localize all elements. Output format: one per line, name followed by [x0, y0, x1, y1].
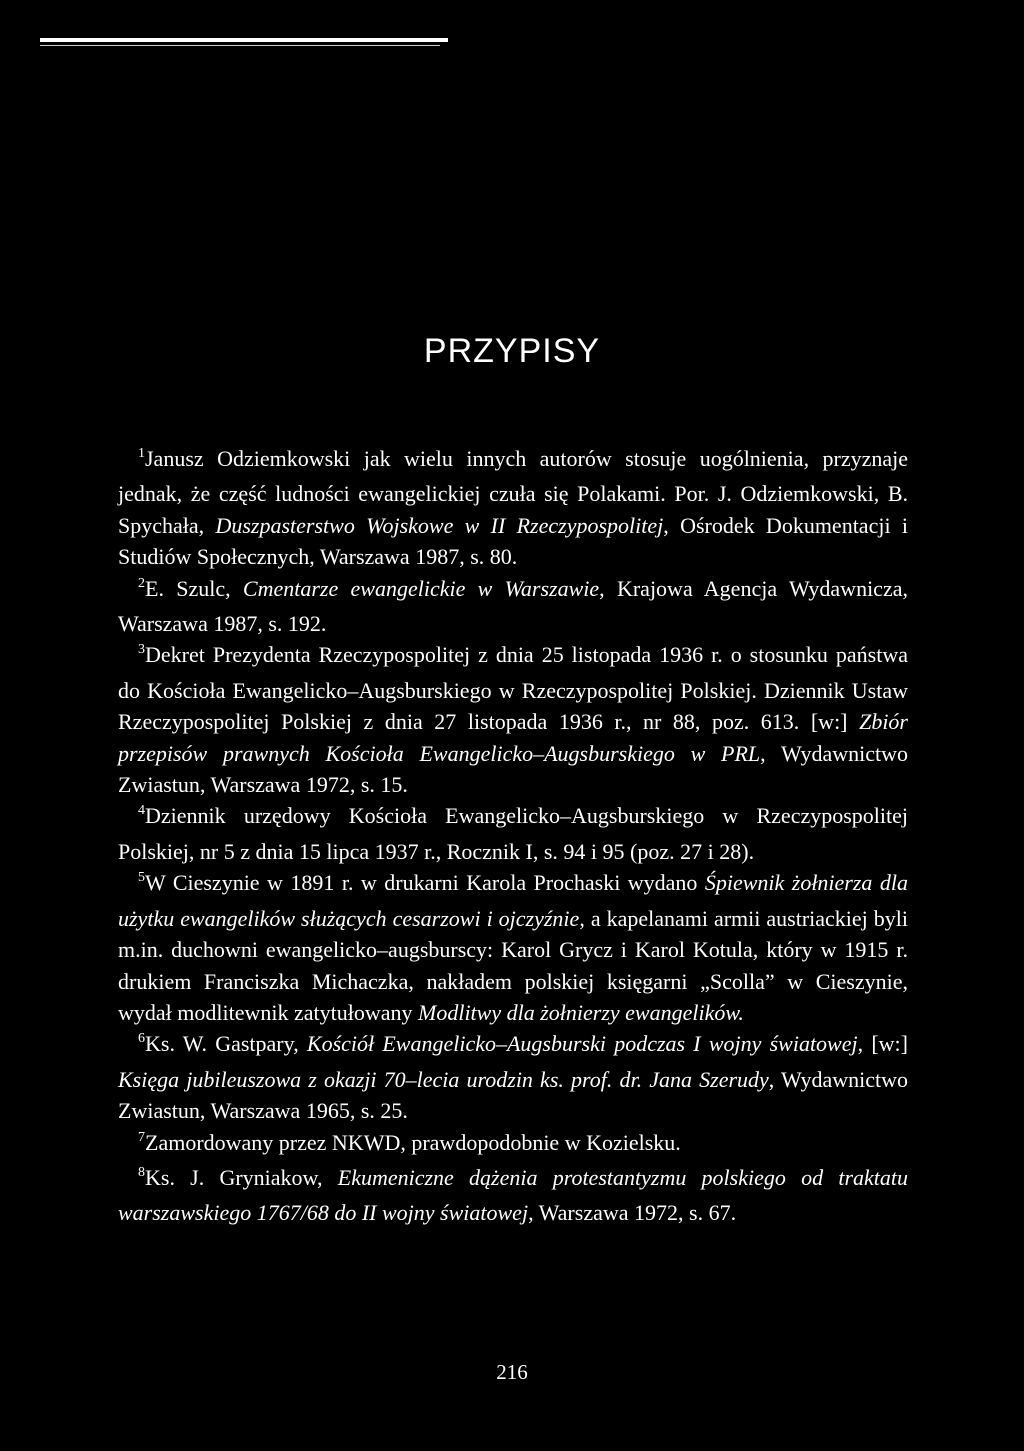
- footnote-text: , [w:]: [857, 1031, 908, 1057]
- footnote-number: 7: [138, 1129, 145, 1145]
- footnote-text: Ks. J. Gryniakow,: [145, 1164, 338, 1190]
- footnotes-list: [118, 443, 908, 1229]
- footnote-title-italic: Cmentarze ewangelickie w Warszawie: [242, 575, 600, 601]
- footnote-5: [118, 867, 908, 1028]
- footnote-text: , Warszawa 1972, s. 67.: [528, 1200, 737, 1226]
- footnote-6: [118, 1028, 908, 1126]
- footnote-text: W Cieszynie w 1891 r. w drukarni Karola Prochaski wydano: [145, 870, 705, 896]
- page-number: 216: [496, 1360, 528, 1384]
- footnote-1: [118, 443, 908, 573]
- footnote-3: [118, 639, 908, 800]
- footnote-text: E. Szulc,: [145, 575, 243, 601]
- footnote-text: , a kapelanami armii austriackiej byli m.in. duchowni ewangelicko–augsburscy: Karol Grycz i Karol Kotula, który w 1915 r. drukiem Franciszka Michaczka, nakładem polskiej księgarni „Scolla” w Cieszynie, wydał modlitewnik zatytułowany: [118, 905, 908, 1025]
- footnote-number: 1: [138, 446, 145, 461]
- footnote-text: , Ośrodek Dokumentacji i Studiów Społecznych, Warszawa 1987, s. 80.: [118, 512, 908, 570]
- footnote-text: Dziennik urzędowy Kościoła Ewangelicko–Augsburskiego w Rzeczypospolitej Polskiej, nr 5 z dnia 15 lipca 1937 r., Rocznik I, s. 94 i 95 (poz. 27 i 28).: [118, 803, 908, 864]
- footnote-4: [118, 800, 908, 867]
- footnote-number: 3: [138, 642, 145, 658]
- footnote-title-italic: Zbiór przepisów prawnych Kościoła Ewangelicko–Augsburskiego w PRL: [118, 709, 908, 766]
- footnote-title-italic: Śpiewnik żołnierza dla użytku ewangelików służących cesarzowi i ojczyźnie: [118, 870, 909, 931]
- footnote-text: Zamordowany przez NKWD, prawdopodobnie w Kozielsku.: [145, 1129, 681, 1155]
- footnote-title-italic: Ekumeniczne dążenia protestantyzmu polskiego od traktatu warszawskiego 1767/68 do II wojny światowej: [118, 1164, 908, 1226]
- page-title: PRZYPISY: [423, 332, 601, 370]
- footnote-title-italic: Duszpasterstwo Wojskowe w II Rzeczypospolitej: [215, 512, 664, 538]
- footnote-title-italic: Księga jubileuszowa z okazji 70–lecia urodzin ks. prof. dr. Jana Szerudy: [118, 1066, 769, 1092]
- footnote-text: , Krajowa Agencja Wydawnicza, Warszawa 1987, s. 192.: [118, 575, 908, 637]
- footnote-number: 8: [138, 1164, 145, 1180]
- footnote-number: 6: [138, 1031, 145, 1047]
- footnote-text: , Wydawnictwo Zwiastun, Warszawa 1972, s. 15.: [118, 740, 908, 798]
- footnote-text: Dekret Prezydenta Rzeczypospolitej z dnia 25 listopada 1936 r. o stosunku państwa do Kościoła Ewangelicko–Augsburskiego w Rzeczypospolitej Polskiej. Dziennik Ustaw Rzeczypospolitej Polskiej z dnia 27 listopada 1936 r., nr 88, poz. 613. [w:]: [118, 642, 908, 735]
- footnote-text: Ks. W. Gastpary,: [145, 1031, 307, 1057]
- footnote-text: Janusz Odziemkowski jak wielu innych autorów stosuje uogólnienia, przyznaje jednak, że część ludności ewangelickiej czuła się Polakami. Por. J. Odziemkowski, B. Spychała,: [118, 446, 908, 538]
- footnote-number: 4: [138, 803, 145, 819]
- footnote-8: [118, 1162, 908, 1229]
- footnote-number: 2: [138, 575, 145, 591]
- footnote-text: , Wydawnictwo Zwiastun, Warszawa 1965, s. 25.: [118, 1066, 908, 1124]
- footnote-7: [118, 1127, 908, 1162]
- footnote-title-italic: Modlitwy dla żołnierzy ewangelików.: [418, 999, 744, 1025]
- footnote-2: [118, 573, 908, 640]
- footnote-title-italic: Kościół Ewangelicko–Augsburski podczas I wojny światowej: [306, 1031, 858, 1057]
- top-rule: [40, 38, 448, 42]
- footnote-number: 5: [138, 870, 145, 886]
- top-rule-thin: [40, 45, 440, 46]
